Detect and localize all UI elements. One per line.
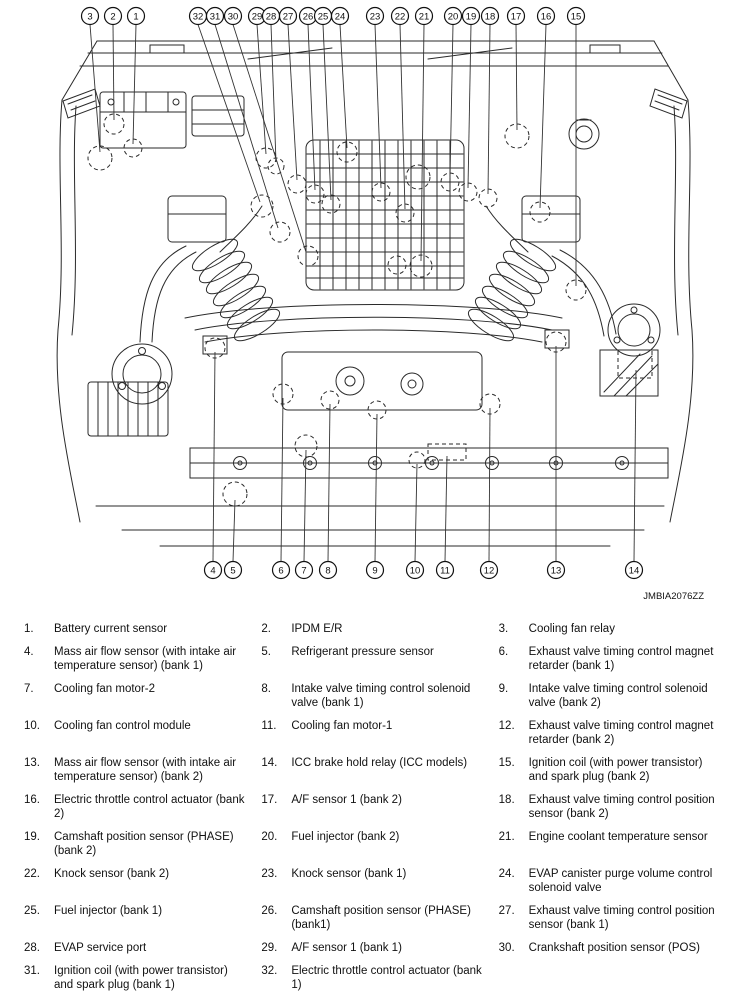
legend-item	[24, 964, 249, 992]
callout-number: 28	[265, 11, 277, 23]
callout-number: 32	[192, 11, 204, 23]
legend-item-number: 12.	[498, 720, 515, 733]
legend-item	[261, 964, 486, 992]
legend-item-number: 17.	[261, 794, 278, 807]
callout-number: 30	[227, 11, 239, 23]
legend-item-label: A/F sensor 1 (bank 1)	[291, 942, 402, 955]
legend-item-label: Camshaft position sensor (PHASE) (bank 2)	[54, 831, 234, 858]
legend-item-number: 16.	[24, 794, 40, 807]
legend-item-label: A/F sensor 1 (bank 2)	[291, 794, 402, 807]
callout-4	[205, 352, 222, 579]
callout-number: 17	[510, 11, 522, 23]
bottom-callouts	[205, 346, 643, 579]
legend-item	[24, 941, 249, 955]
callout-16	[538, 8, 555, 209]
callout-5	[225, 500, 242, 579]
callout-number: 2	[110, 11, 116, 23]
legend-item-label: Knock sensor (bank 2)	[54, 868, 170, 881]
legend-item	[24, 719, 249, 747]
legend-item-label: Exhaust valve timing control magnet retarder (bank 2)	[528, 720, 714, 747]
callout-number: 21	[418, 11, 430, 23]
legend-item	[261, 622, 486, 636]
callout-32	[190, 8, 261, 203]
legend-item-number: 5.	[261, 646, 271, 659]
legend-item-label: Exhaust valve timing control position sensor (bank 1)	[528, 905, 715, 932]
legend-item-number: 4.	[24, 646, 34, 659]
legend-item	[499, 830, 724, 858]
legend-item	[24, 622, 249, 636]
legend-item-number: 26.	[261, 905, 278, 918]
callout-8	[320, 404, 337, 579]
callout-number: 14	[628, 565, 640, 577]
legend-item-number: 8.	[261, 683, 271, 696]
component-markers	[88, 114, 652, 506]
callout-number: 20	[447, 11, 459, 23]
legend-item	[261, 719, 486, 747]
legend-item-label: Cooling fan motor-1	[291, 720, 393, 733]
legend-item-label: Exhaust valve timing control position sensor (bank 2)	[528, 794, 715, 821]
legend-item	[261, 904, 486, 932]
legend-item-label: IPDM E/R	[291, 623, 343, 635]
callout-number: 7	[301, 565, 307, 577]
legend-item	[261, 793, 486, 821]
callout-number: 13	[550, 565, 562, 577]
callout-3	[82, 8, 101, 153]
legend-item-number: 18.	[498, 794, 515, 807]
legend-item-number: 2.	[261, 623, 271, 635]
legend-item	[24, 867, 249, 895]
callout-number: 11	[440, 565, 450, 577]
callout-number: 23	[369, 11, 381, 23]
legend-item	[24, 793, 249, 821]
callout-number: 25	[317, 11, 329, 23]
callout-number: 26	[302, 11, 314, 23]
callout-number: 12	[483, 565, 495, 577]
legend-item-label: Fuel injector (bank 2)	[291, 831, 400, 844]
callout-number: 3	[87, 11, 93, 23]
callout-20	[445, 8, 462, 179]
legend-item	[261, 756, 486, 784]
legend-item-number: 32.	[261, 965, 278, 978]
legend-item-number: 21.	[498, 831, 515, 844]
legend-item	[24, 830, 249, 858]
legend-item-label: Crankshaft position sensor (POS)	[528, 942, 700, 955]
legend-item	[24, 682, 249, 710]
legend-item-label: Electric throttle control actuator (bank 2)	[54, 794, 245, 821]
callout-9	[367, 414, 384, 579]
legend-item	[261, 867, 486, 895]
callout-number: 27	[282, 11, 294, 23]
callout-17	[508, 8, 525, 131]
legend-item	[499, 756, 724, 784]
callout-25	[315, 8, 332, 201]
legend-item	[499, 622, 724, 636]
legend-item-number: 28.	[24, 942, 40, 955]
legend-item-number: 29.	[261, 942, 278, 955]
legend-item-label: Exhaust valve timing control magnet retarder (bank 1)	[528, 646, 714, 673]
legend-item-label: Refrigerant pressure sensor	[291, 646, 434, 659]
legend-item-number: 1.	[24, 623, 34, 635]
callout-number: 31	[209, 11, 221, 23]
legend-item-number: 15.	[498, 757, 515, 770]
legend-item-label: Intake valve timing control solenoid valve (bank 1)	[291, 683, 471, 710]
legend-item	[499, 719, 724, 747]
legend-item-number: 24.	[498, 868, 515, 881]
legend-item-number: 22.	[24, 868, 40, 881]
legend-item-number: 6.	[498, 646, 509, 659]
legend-item-label: Ignition coil (with power transistor) and spark plug (bank 2)	[528, 757, 703, 784]
legend-item	[261, 645, 486, 673]
legend-item	[499, 867, 724, 895]
legend-item-label: Mass air flow sensor (with intake air temperature sensor) (bank 1)	[54, 646, 237, 673]
legend-item-label: EVAP canister purge volume control solenoid valve	[528, 868, 713, 895]
callout-19	[463, 8, 480, 189]
callout-number: 29	[251, 11, 263, 23]
legend-item-label: Cooling fan relay	[528, 623, 615, 635]
legend-item	[24, 904, 249, 932]
legend-item-number: 7.	[24, 683, 34, 696]
engine-drawing	[57, 41, 693, 546]
callout-number: 16	[540, 11, 552, 23]
callout-18	[482, 8, 499, 195]
callout-number: 18	[484, 11, 496, 23]
callout-number: 9	[372, 565, 378, 577]
callout-1	[128, 8, 145, 145]
legend-item-number: 23.	[261, 868, 278, 881]
legend-item-number: 20.	[261, 831, 278, 844]
callout-number: 5	[230, 565, 236, 577]
legend-item	[24, 645, 249, 673]
callout-10	[407, 464, 424, 579]
legend-item-number: 3.	[498, 623, 509, 635]
legend-item-number: 27.	[498, 905, 515, 918]
legend-item-number: 30.	[498, 942, 515, 955]
callout-number: 4	[210, 565, 216, 577]
legend-item-label: Knock sensor (bank 1)	[291, 868, 407, 881]
callout-2	[105, 8, 122, 121]
callout-23	[367, 8, 384, 189]
callout-number: 24	[334, 11, 346, 23]
callout-27	[280, 8, 298, 181]
legend-item-label: Fuel injector (bank 1)	[54, 905, 163, 918]
callout-number: 19	[465, 11, 477, 23]
legend-item	[24, 756, 249, 784]
legend-item-label: Ignition coil (with power transistor) and spark plug (bank 1)	[54, 965, 228, 992]
callout-number: 8	[325, 565, 331, 577]
callout-12	[481, 408, 498, 579]
legend-item	[261, 682, 486, 710]
legend-item-label: Engine coolant temperature sensor	[528, 831, 708, 844]
legend-item-label: Electric throttle control actuator (bank 1)	[291, 965, 482, 992]
callout-number: 15	[570, 11, 582, 23]
callout-24	[332, 8, 349, 149]
legend-item	[499, 645, 724, 673]
legend-item-number: 10.	[24, 720, 40, 733]
legend-item-label: EVAP service port	[54, 942, 147, 955]
legend-item-label: Camshaft position sensor (PHASE) (bank1)	[291, 905, 471, 932]
callout-number: 6	[278, 565, 284, 577]
callout-6	[273, 398, 290, 579]
legend-item-label: Cooling fan motor-2	[54, 683, 155, 696]
legend-item-number: 11.	[261, 720, 277, 733]
legend-item-number: 19.	[24, 831, 40, 844]
legend-item	[499, 793, 724, 821]
legend-item-label: Intake valve timing control solenoid valve (bank 2)	[528, 683, 708, 710]
legend-item	[499, 904, 724, 932]
legend-item-number: 14.	[261, 757, 278, 770]
legend-item-number: 31.	[24, 965, 40, 978]
legend-item	[261, 941, 486, 955]
legend	[0, 614, 748, 992]
figure-code: JMBIA2076ZZ	[643, 591, 704, 602]
callout-number: 1	[133, 11, 139, 23]
callout-26	[300, 8, 317, 191]
legend-item	[499, 941, 724, 955]
legend-item-number: 13.	[24, 757, 40, 770]
legend-item-label: Mass air flow sensor (with intake air temperature sensor) (bank 2)	[54, 757, 237, 784]
callout-number: 22	[394, 11, 406, 23]
legend-item	[499, 682, 724, 710]
callout-15	[568, 8, 585, 287]
callout-number: 10	[409, 565, 421, 577]
callout-13	[548, 346, 565, 579]
callout-11	[437, 456, 454, 579]
legend-item-label: Battery current sensor	[54, 623, 168, 635]
legend-item-label: ICC brake hold relay (ICC models)	[291, 757, 468, 770]
legend-item	[261, 830, 486, 858]
legend-item-label: Cooling fan control module	[54, 720, 191, 733]
legend-item-number: 9.	[498, 683, 509, 696]
callout-14	[626, 370, 643, 579]
legend-item-number: 25.	[24, 905, 40, 918]
